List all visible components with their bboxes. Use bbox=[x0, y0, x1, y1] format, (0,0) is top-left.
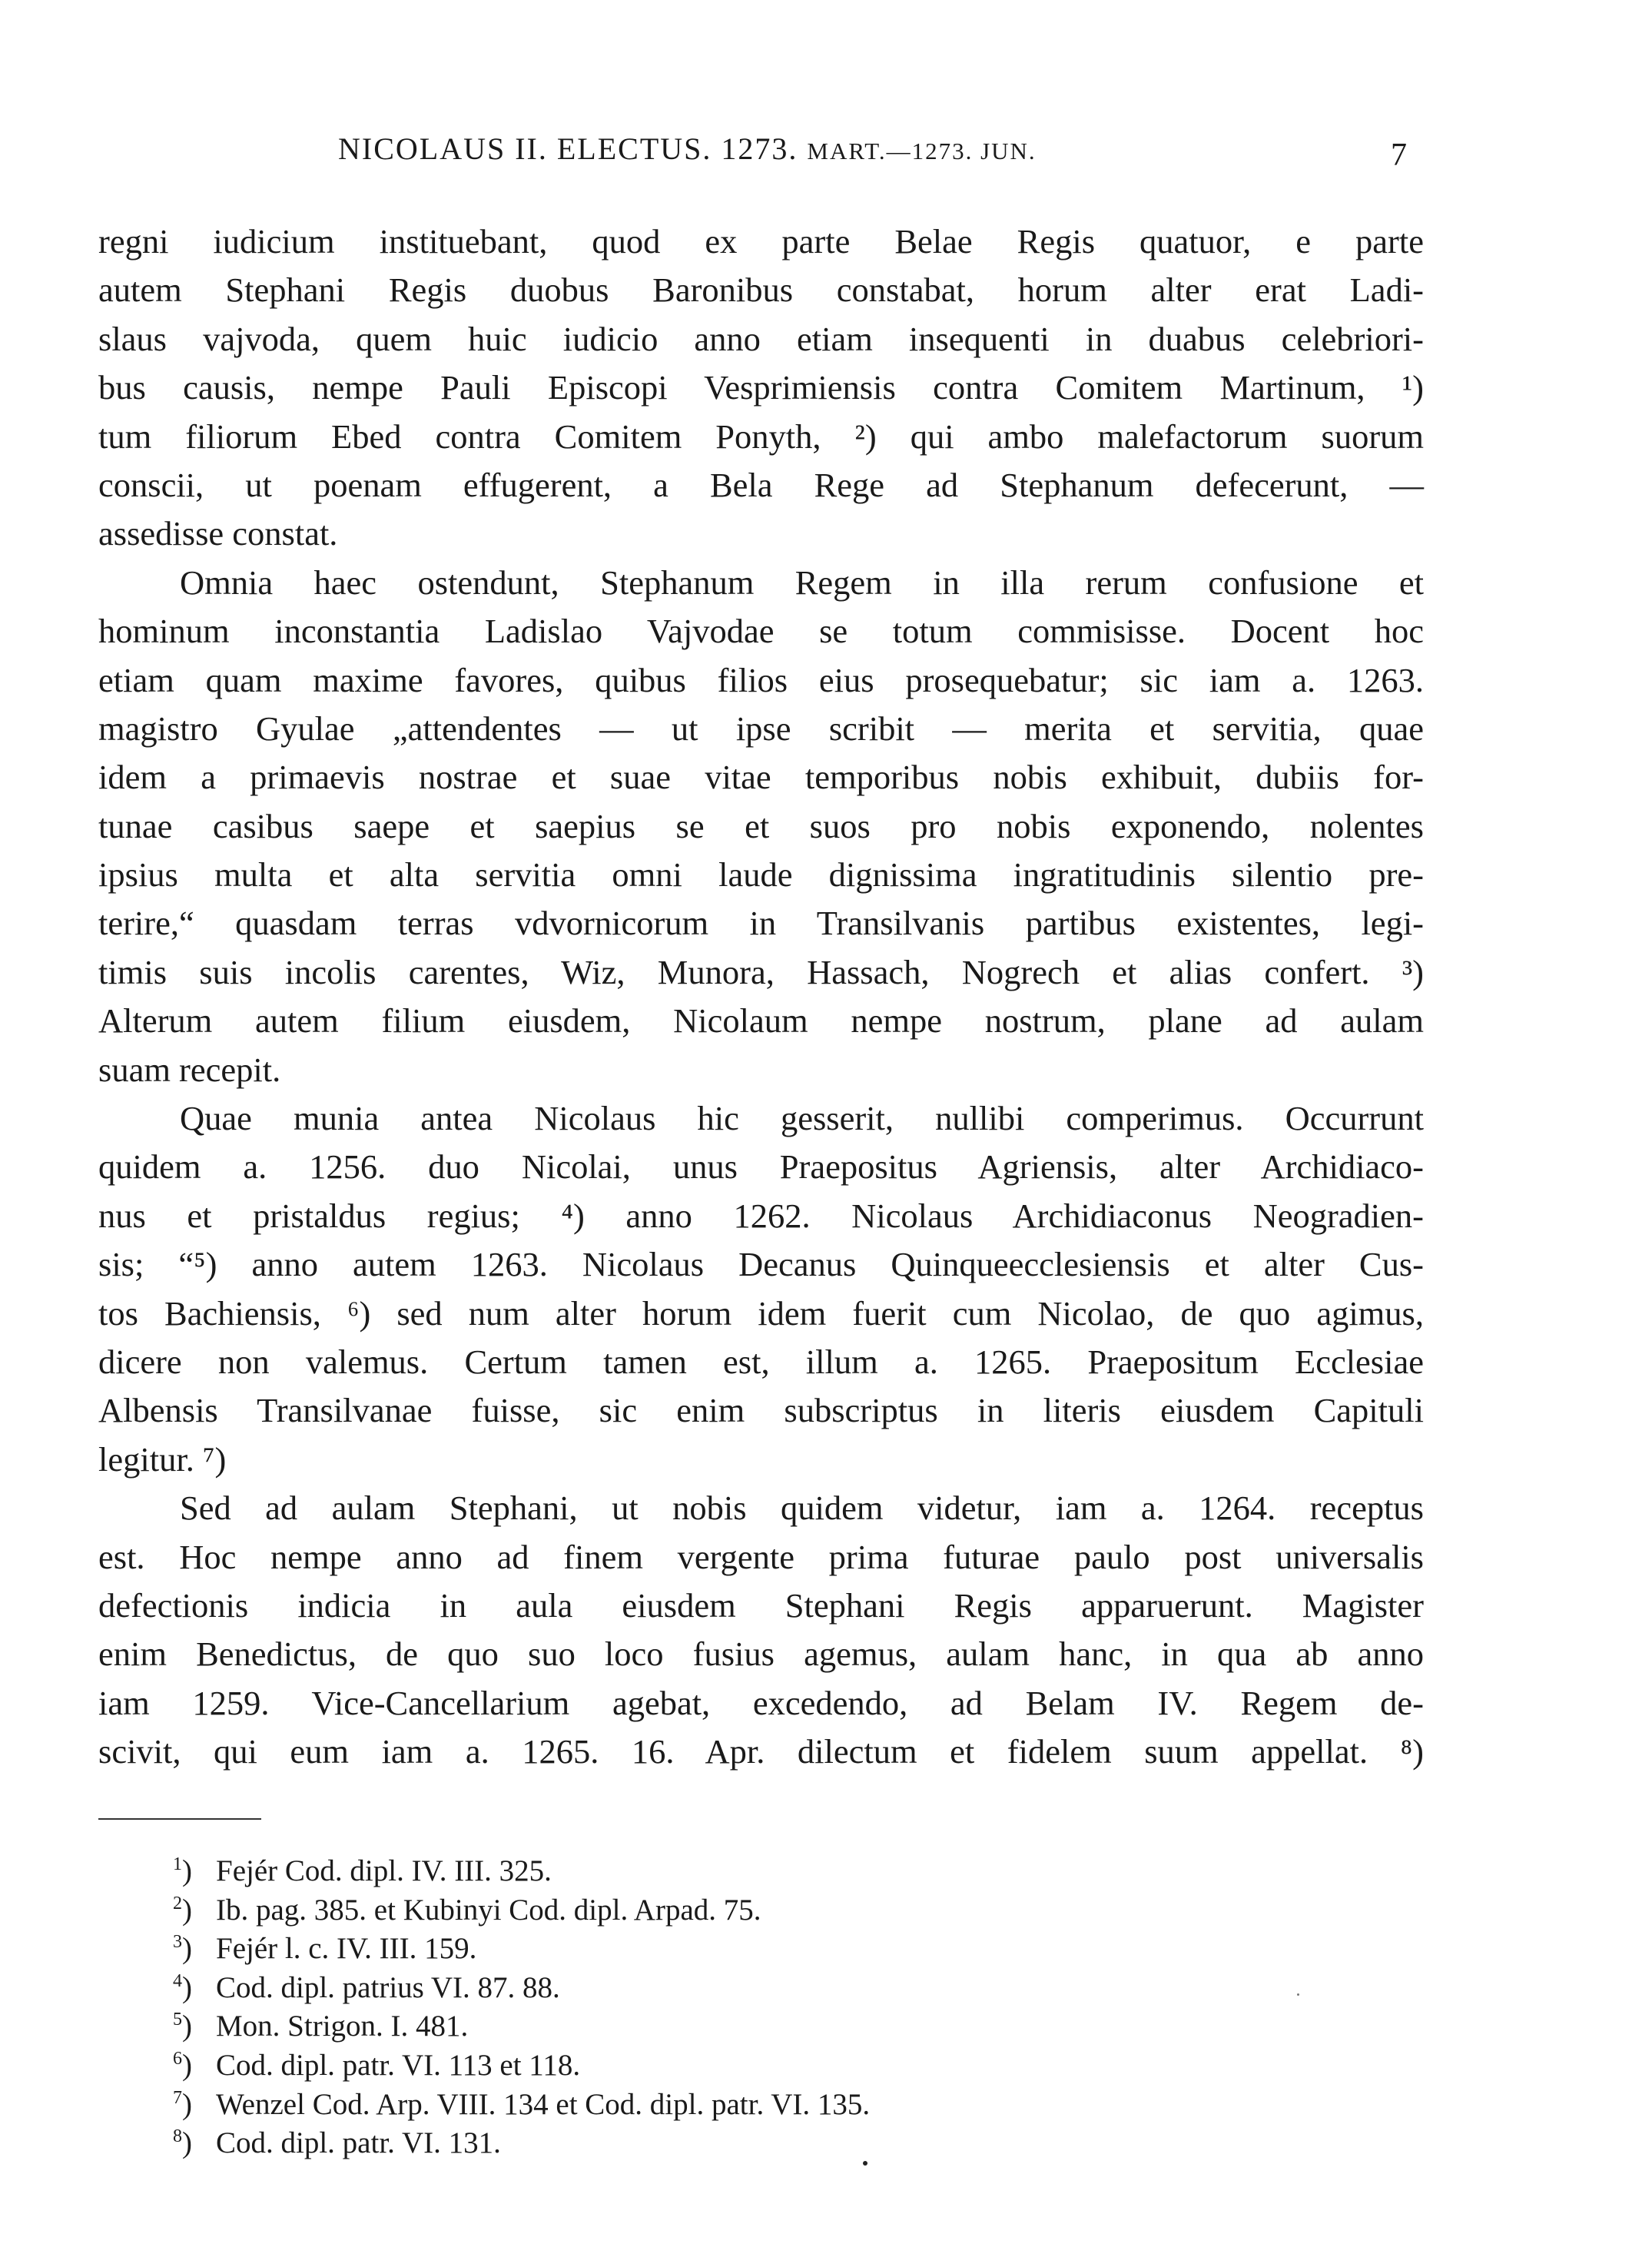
footnote-text: Cod. dipl. patr. VI. 113 et 118. bbox=[216, 2048, 581, 2082]
text-line: Alterum autem filium eiusdem, Nicolaum nempe nostrum, plane ad aulam bbox=[98, 1001, 1424, 1041]
text-line: hominum inconstantia Ladislao Vajvodae se totum commisisse. Docent hoc bbox=[98, 612, 1424, 651]
page-number: 7 bbox=[1391, 138, 1407, 173]
text-line: tos Bachiensis, ⁶) sed num alter horum idem fuerit cum Nicolao, de quo agimus, bbox=[98, 1293, 1424, 1333]
text-line: Sed ad aulam Stephani, ut nobis quidem videtur, iam a. 1264. receptus bbox=[180, 1489, 1424, 1528]
footnote-text: Ib. pag. 385. et Kubinyi Cod. dipl. Arpad. 75. bbox=[216, 1893, 761, 1927]
text-line: ipsius multa et alta servitia omni laude dignissima ingratitudinis silentio pre- bbox=[98, 855, 1424, 895]
ink-speck bbox=[1297, 1993, 1299, 1996]
footnote-text: Mon. Strigon. I. 481. bbox=[216, 2010, 469, 2043]
footnote-mark: $^8$) bbox=[173, 2126, 192, 2160]
text-line: idem a primaevis nostrae et suae vitae temporibus nobis exhibuit, dubiis for- bbox=[98, 758, 1424, 797]
footnote-number: 1 bbox=[173, 1854, 182, 1874]
text-line: Quae munia antea Nicolaus hic gesserit, nullibi comperimus. Occurrunt bbox=[180, 1099, 1424, 1138]
footnote bbox=[173, 2046, 1249, 2086]
text-line: autem Stephani Regis duobus Baronibus constabat, horum alter erat Ladi- bbox=[98, 271, 1424, 310]
text-line: tum filiorum Ebed contra Comitem Ponyth, ²) qui ambo malefactorum suorum bbox=[98, 417, 1424, 456]
text-line: tunae casibus saepe et saepius se et suos pro nobis exponendo, nolentes bbox=[98, 806, 1424, 845]
footnote-mark: $^7$) bbox=[173, 2087, 192, 2121]
footnote-number: 5 bbox=[173, 2010, 182, 2030]
footnote-number: 6 bbox=[173, 2048, 182, 2069]
text-line: regni iudicium instituebant, quod ex parte Belae Regis quatuor, e parte bbox=[98, 222, 1424, 261]
footnote-number: 8 bbox=[173, 2126, 182, 2147]
footnote-number: 2 bbox=[173, 1893, 182, 1914]
footnote-mark: $^4$) bbox=[173, 1970, 192, 2004]
text-line: slaus vajvoda, quem huic iudicio anno etiam insequenti in duabus celebriori- bbox=[98, 319, 1424, 358]
footnote-text: Wenzel Cod. Arp. VIII. 134 et Cod. dipl. patr. VI. 135. bbox=[216, 2087, 871, 2121]
footnote-mark: $^3$) bbox=[173, 1932, 192, 1966]
text-line: iam 1259. Vice-Cancellarium agebat, excedendo, ad Belam IV. Regem de- bbox=[98, 1683, 1424, 1722]
text-line: suam recepit. bbox=[98, 1050, 281, 1089]
footnote-number: 7 bbox=[173, 2087, 182, 2108]
footnote-text: Fejér Cod. dipl. IV. III. 325. bbox=[216, 1854, 552, 1887]
footnote-divider bbox=[98, 1818, 261, 1820]
text-line: Omnia haec ostendunt, Stephanum Regem in illa rerum confusione et bbox=[180, 563, 1424, 602]
text-line: dicere non valemus. Certum tamen est, illum a. 1265. Praepositum Ecclesiae bbox=[98, 1342, 1424, 1381]
text-line: legitur. ⁷) bbox=[98, 1439, 227, 1479]
footnote-text: Fejér l. c. IV. III. 159. bbox=[216, 1932, 477, 1966]
running-title bbox=[338, 131, 1037, 167]
text-line: timis suis incolis carentes, Wiz, Munora, Hassach, Nogrech et alias confert. ³) bbox=[98, 952, 1424, 991]
footnote bbox=[173, 1852, 1249, 1891]
footnote bbox=[173, 1891, 1249, 1930]
footnote bbox=[173, 2007, 1249, 2046]
footnote-mark: $^5$) bbox=[173, 2010, 192, 2043]
footnote bbox=[173, 1969, 1249, 2008]
text-line: bus causis, nempe Pauli Episcopi Vesprimiensis contra Comitem Martinum, ¹) bbox=[98, 368, 1424, 407]
footnote-mark: $^2$) bbox=[173, 1893, 192, 1927]
text-line: enim Benedictus, de quo suo loco fusius agemus, aulam hanc, in qua ab anno bbox=[98, 1635, 1424, 1674]
footnote-text: Cod. dipl. patrius VI. 87. 88. bbox=[216, 1970, 560, 2004]
footnote bbox=[173, 2086, 1249, 2125]
footnotes bbox=[173, 1852, 1249, 2163]
text-line: scivit, qui eum iam a. 1265. 16. Apr. dilectum et fidelem suum appellat. ⁸) bbox=[98, 1732, 1424, 1771]
footnote-number: 4 bbox=[173, 1970, 182, 1991]
footnote-number: 3 bbox=[173, 1932, 182, 1953]
footnote-mark: $^1$) bbox=[173, 1854, 192, 1887]
footnote bbox=[173, 1930, 1249, 1969]
text-line: sis; “⁵) anno autem 1263. Nicolaus Decanus Quinqueecclesiensis et alter Cus- bbox=[98, 1245, 1424, 1284]
footnote-mark: $^6$) bbox=[173, 2048, 192, 2082]
running-header bbox=[0, 131, 1652, 177]
running-title-main: NICOLAUS II. ELECTUS. 1273. bbox=[338, 131, 798, 166]
text-line: est. Hoc nempe anno ad finem vergente prima futurae paulo post universalis bbox=[98, 1537, 1424, 1576]
footnote-text: Cod. dipl. patr. VI. 131. bbox=[216, 2126, 501, 2160]
text-line: defectionis indicia in aula eiusdem Stephani Regis apparuerunt. Magister bbox=[98, 1585, 1424, 1625]
running-title-dates: MART.—1273. JUN. bbox=[807, 138, 1037, 164]
text-line: assedisse constat. bbox=[98, 514, 338, 553]
text-line: terire,“ quasdam terras vdvornicorum in Transilvanis partibus existentes, legi- bbox=[98, 904, 1424, 943]
text-line: etiam quam maxime favores, quibus filios eius prosequebatur; sic iam a. 1263. bbox=[98, 660, 1424, 699]
text-line: magistro Gyulae „attendentes — ut ipse scribit — merita et servitia, quae bbox=[98, 709, 1424, 748]
text-line: nus et pristaldus regius; ⁴) anno 1262. Nicolaus Archidiaconus Neogradien- bbox=[98, 1196, 1424, 1235]
ink-dot bbox=[863, 2161, 867, 2166]
footnote bbox=[173, 2124, 1249, 2163]
text-line: conscii, ut poenam effugerent, a Bela Rege ad Stephanum defecerunt, — bbox=[98, 465, 1424, 504]
text-line: quidem a. 1256. duo Nicolai, unus Praepositus Agriensis, alter Archidiaco- bbox=[98, 1147, 1424, 1187]
main-text bbox=[98, 217, 1424, 1777]
text-line: Albensis Transilvanae fuisse, sic enim subscriptus in literis eiusdem Capituli bbox=[98, 1391, 1424, 1430]
